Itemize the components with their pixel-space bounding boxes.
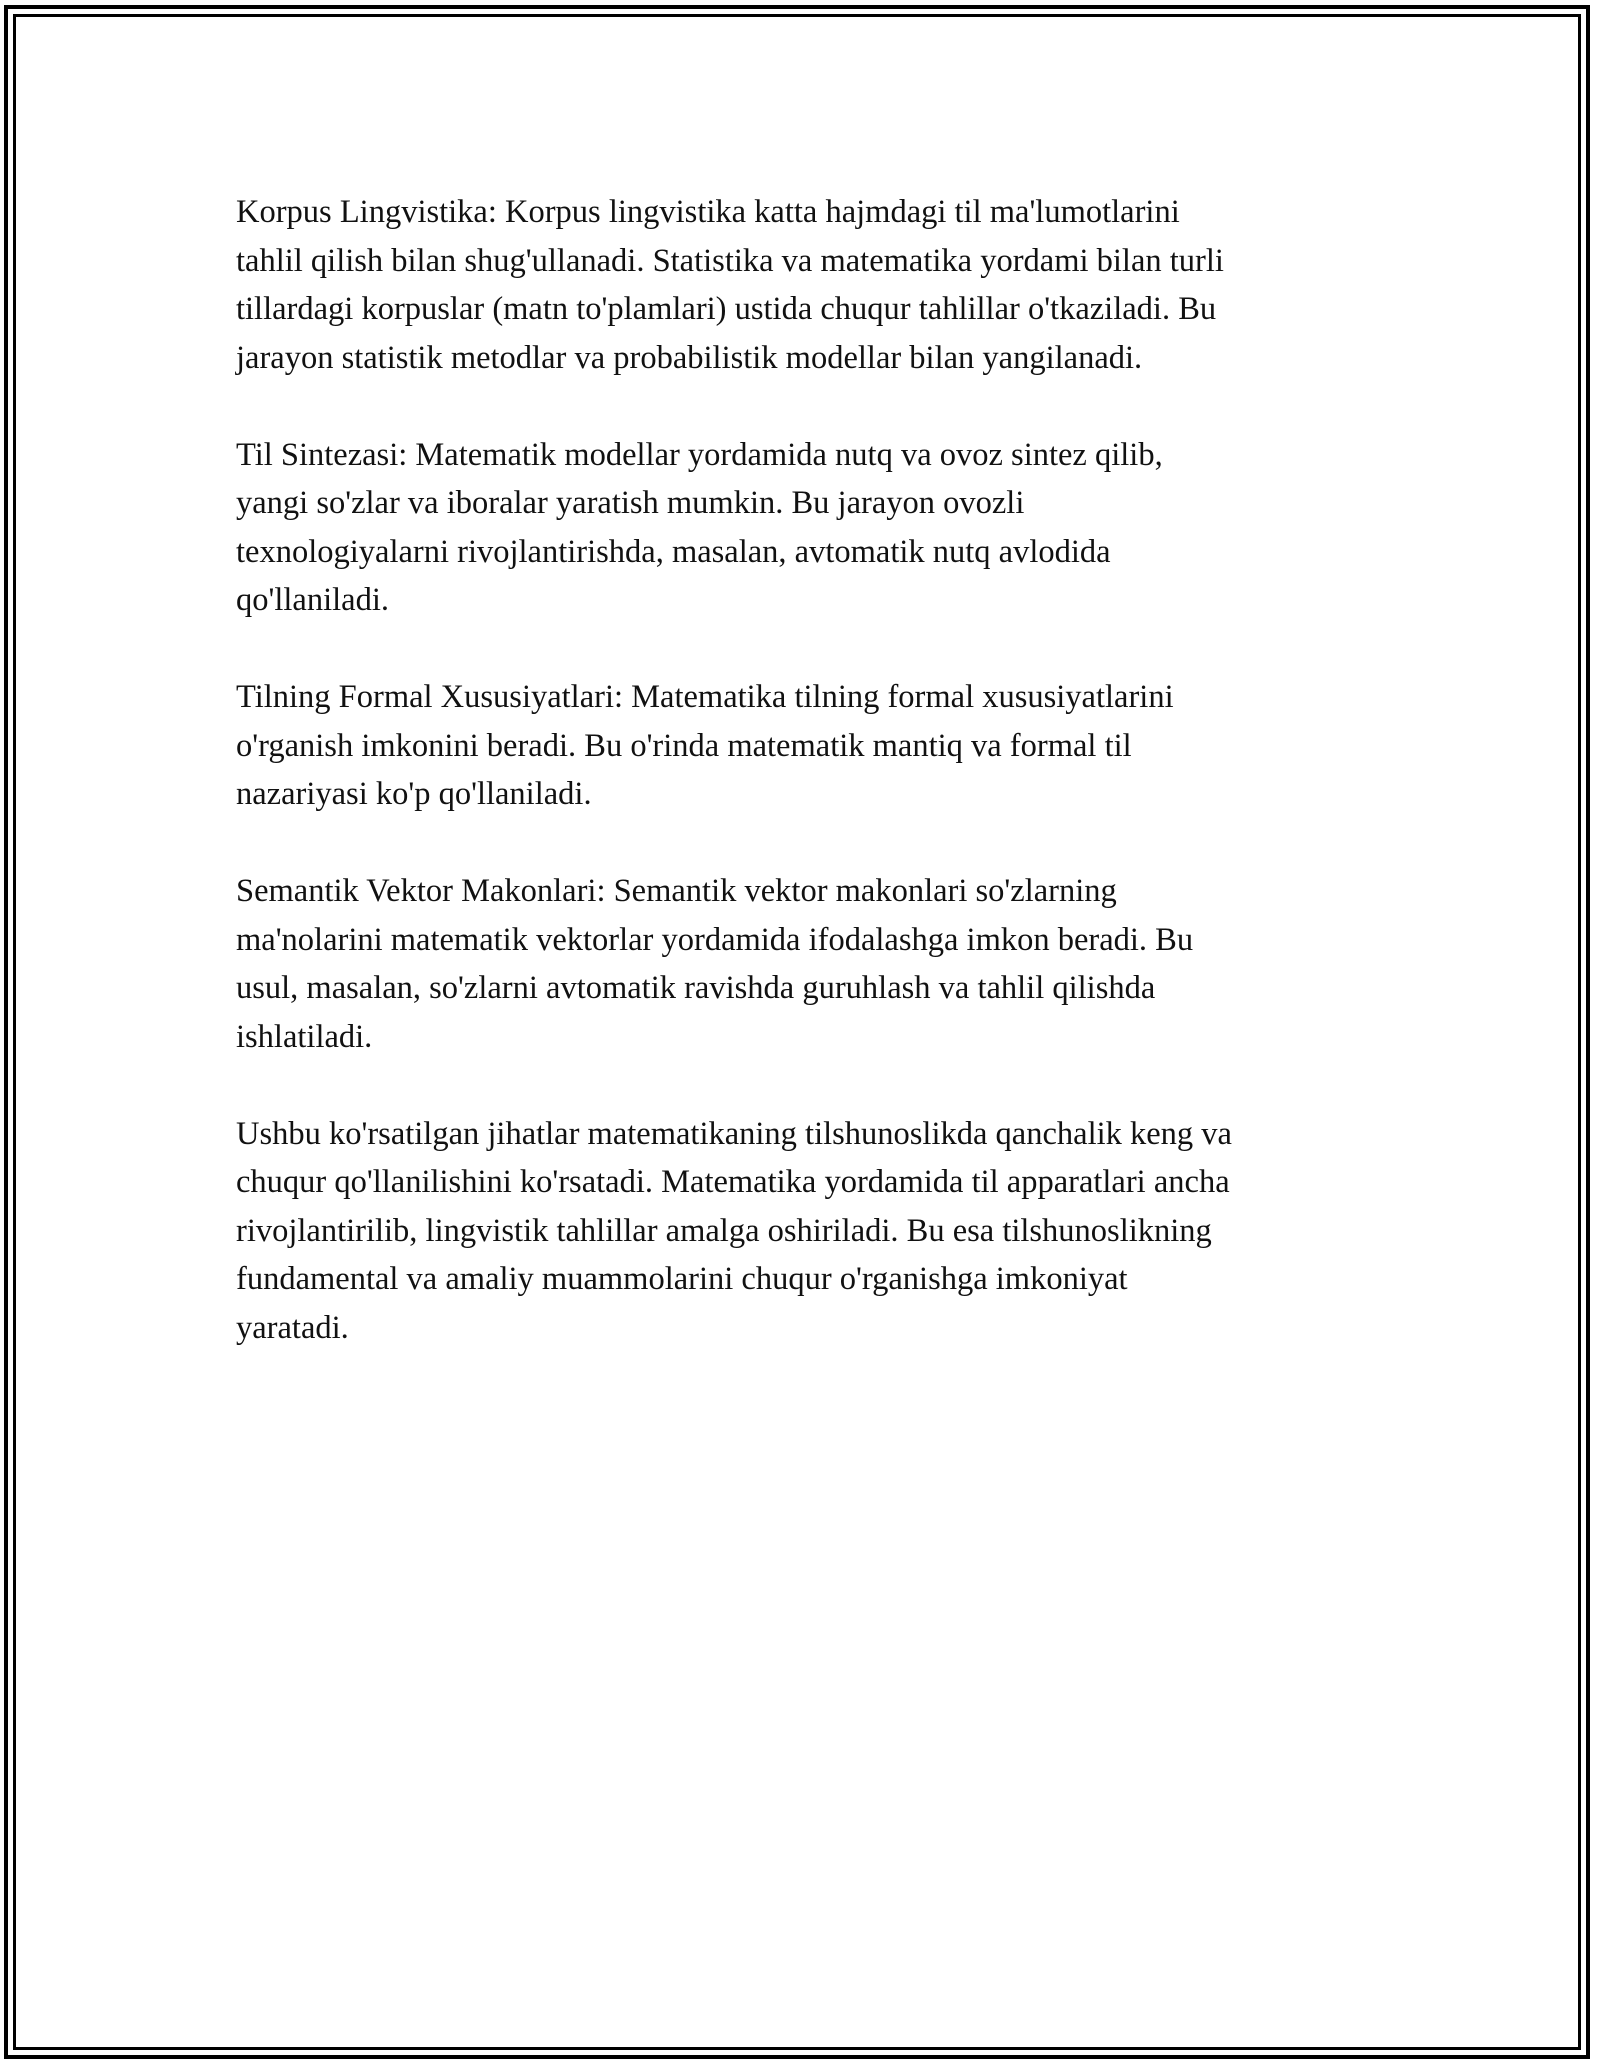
text-line: tillardagi korpuslar (matn to'plamlari) ustida chuqur tahlillar o'tkaziladi. Bu [236, 291, 1217, 327]
text-line: Korpus Lingvistika: Korpus lingvistika katta hajmdagi til ma'lumotlarini [236, 194, 1180, 230]
paragraph-formal-xususiyatlari [236, 673, 1386, 819]
text-line: ma'nolarini matematik vektorlar yordamida ifodalashga imkon beradi. Bu [236, 921, 1194, 958]
text-line: qo'llaniladi. [236, 582, 389, 618]
text-line: yaratadi. [236, 1309, 349, 1346]
paragraph-semantik-vektor [236, 867, 1386, 1061]
text-line: rivojlantirilib, lingvistik tahlillar amalga oshiriladi. Bu esa tilshunoslikning [236, 1212, 1212, 1249]
text-line: usul, masalan, so'zlarni avtomatik ravishda guruhlash va tahlil qilishda [236, 970, 1156, 1006]
text-line: o'rganish imkonini beradi. Bu o'rinda matematik mantiq va formal til [236, 727, 1132, 764]
text-line: Til Sintezasi: Matematik modellar yordamida nutq va ovoz sintez qilib, [236, 436, 1163, 473]
text-line: fundamental va amaliy muammolarini chuqur o'rganishga imkoniyat [236, 1261, 1128, 1297]
text-line: jarayon statistik metodlar va probabilistik modellar bilan yangilanadi. [236, 339, 1143, 376]
text-line: Ushbu ko'rsatilgan jihatlar matematikaning tilshunoslikda qanchalik keng va [236, 1115, 1232, 1152]
paragraph-til-sintezasi [236, 431, 1386, 625]
text-line: yangi so'zlar va iboralar yaratish mumkin. Bu jarayon ovozli [236, 485, 1025, 521]
paragraph-korpus-lingvistika [236, 188, 1386, 382]
text-line: texnologiyalarni rivojlantirishda, masalan, avtomatik nutq avlodida [236, 533, 1111, 570]
text-line: Semantik Vektor Makonlari: Semantik vektor makonlari so'zlarning [236, 873, 1117, 909]
document-body [236, 188, 1386, 1352]
paragraph-conclusion [236, 1110, 1386, 1353]
text-line: Tilning Formal Xususiyatlari: Matematika tilning formal xususiyatlarini [236, 679, 1174, 715]
text-line: ishlatiladi. [236, 1018, 373, 1055]
text-line: tahlil qilish bilan shug'ullanadi. Statistika va matematika yordami bilan turli [236, 242, 1224, 279]
text-line: nazariyasi ko'p qo'llaniladi. [236, 776, 592, 812]
text-line: chuqur qo'llanilishini ko'rsatadi. Matematika yordamida til apparatlari ancha [236, 1164, 1230, 1200]
